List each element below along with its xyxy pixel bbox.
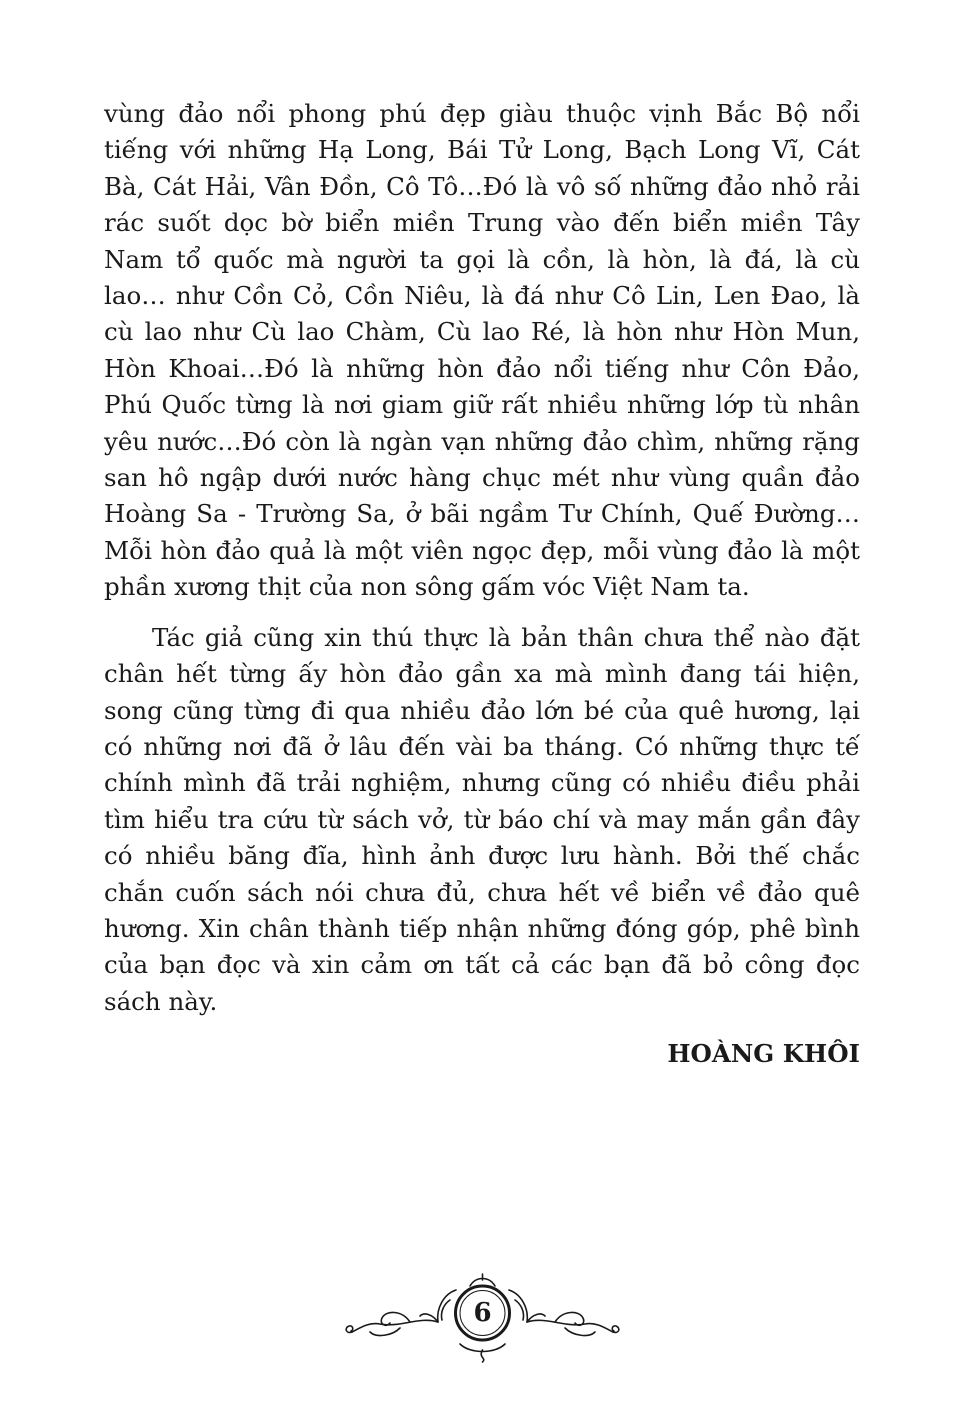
page-footer — [340, 1270, 625, 1364]
page-body — [104, 96, 860, 1072]
paragraph-continuation: vùng đảo nổi phong phú đẹp giàu thuộc vịnh Bắc Bộ nổi tiếng với những Hạ Long, Bái Tử Long, Bạch Long Vĩ, Cát Bà, Cát Hải, Vân Đồn, Cô Tô…Đó là vô số những đảo nhỏ rải rác suốt dọc bờ biển miền Trung vào đến biển miền Tây Nam tổ quốc mà người ta gọi là cồn, là hòn, là đá, là cù lao… như Cồn Cỏ, Cồn Niêu, là đá như Cô Lin, Len Đao, là cù lao như Cù lao Chàm, Cù lao Ré, là hòn như Hòn Mun, Hòn Khoai…Đó là những hòn đảo nổi tiếng như Côn Đảo, Phú Quốc từng là nơi giam giữ rất nhiều những lớp tù nhân yêu nước…Đó còn là ngàn vạn những đảo chìm, những rặng san hô ngập dưới nước hàng chục mét như vùng quần đảo Hoàng Sa - Trường Sa, ở bãi ngầm Tư Chính, Quế Đường… Mỗi hòn đảo quả là một viên ngọc đẹp, mỗi vùng đảo là một phần xương thịt của non sông gấm vóc Việt Nam ta. — [104, 99, 860, 602]
paragraph-author-note: Tác giả cũng xin thú thực là bản thân chưa thể nào đặt chân hết từng ấy hòn đảo gần xa mà mình đang tái hiện, song cũng từng đi qua nhiều đảo lớn bé của quê hương, lại có những nơi đã ở lâu đến vài ba tháng. Có những thực tế chính mình đã trải nghiệm, nhưng cũng có nhiều điều phải tìm hiểu tra cứu từ sách vở, từ báo chí và may mắn gần đây có nhiều băng đĩa, hình ảnh được lưu hành. Bởi thế chắc chắn cuốn sách nói chưa đủ, chưa hết về biển về đảo quê hương. Xin chân thành tiếp nhận những đóng góp, phê bình của bạn đọc và xin cảm ơn tất cả các bạn đã bỏ công đọc sách này. — [104, 622, 860, 1016]
page-number: 6 — [473, 1298, 492, 1328]
author-signature: HOÀNG KHÔI — [667, 1039, 860, 1069]
